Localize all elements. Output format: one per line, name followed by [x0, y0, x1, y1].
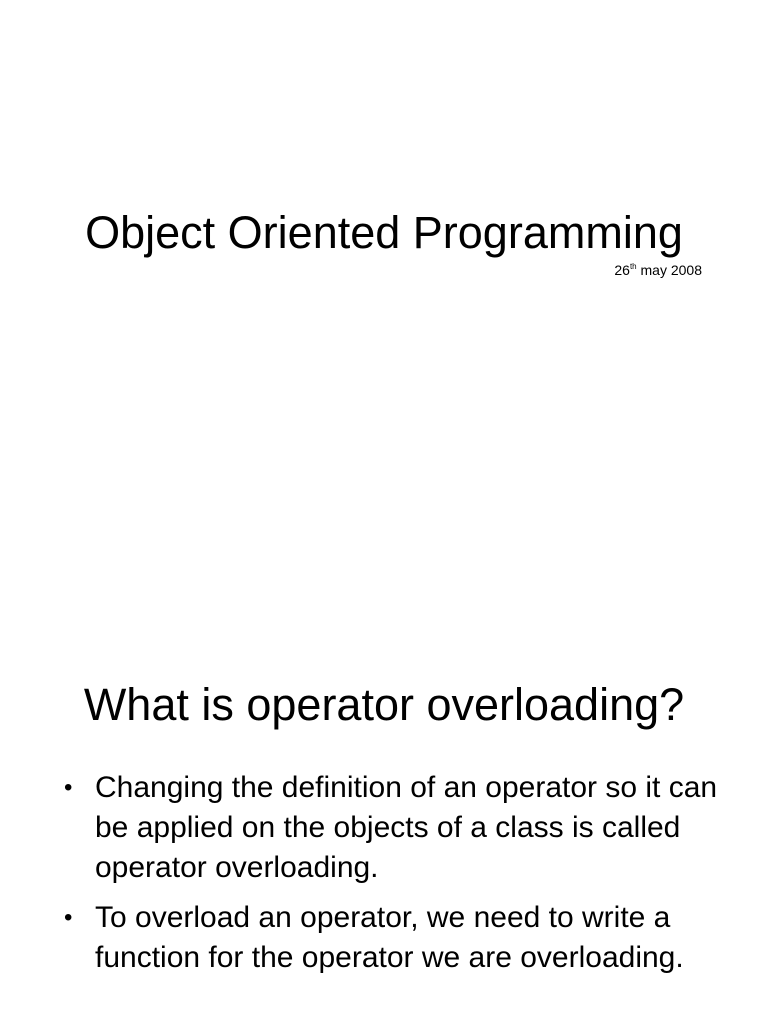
date-day: 26 — [614, 262, 630, 278]
bullet-list — [62, 768, 722, 988]
content-slide — [0, 620, 768, 1024]
date-month-year: may 2008 — [636, 262, 702, 278]
bullet-icon: • — [64, 904, 73, 931]
bullet-item — [62, 768, 722, 888]
presentation-title: Object Oriented Programming — [85, 207, 683, 258]
presentation-date — [614, 262, 702, 278]
slide-heading: What is operator overloading? — [83, 679, 685, 730]
bullet-text: Changing the definition of an operator so it can be applied on the objects of a class is called operator overloading. — [95, 771, 718, 884]
bullet-icon: • — [64, 774, 73, 801]
date-day-suffix: th — [629, 262, 637, 271]
bullet-text: To overload an operator, we need to write a function for the operator we are overloading. — [95, 901, 684, 974]
bullet-item — [62, 898, 722, 978]
